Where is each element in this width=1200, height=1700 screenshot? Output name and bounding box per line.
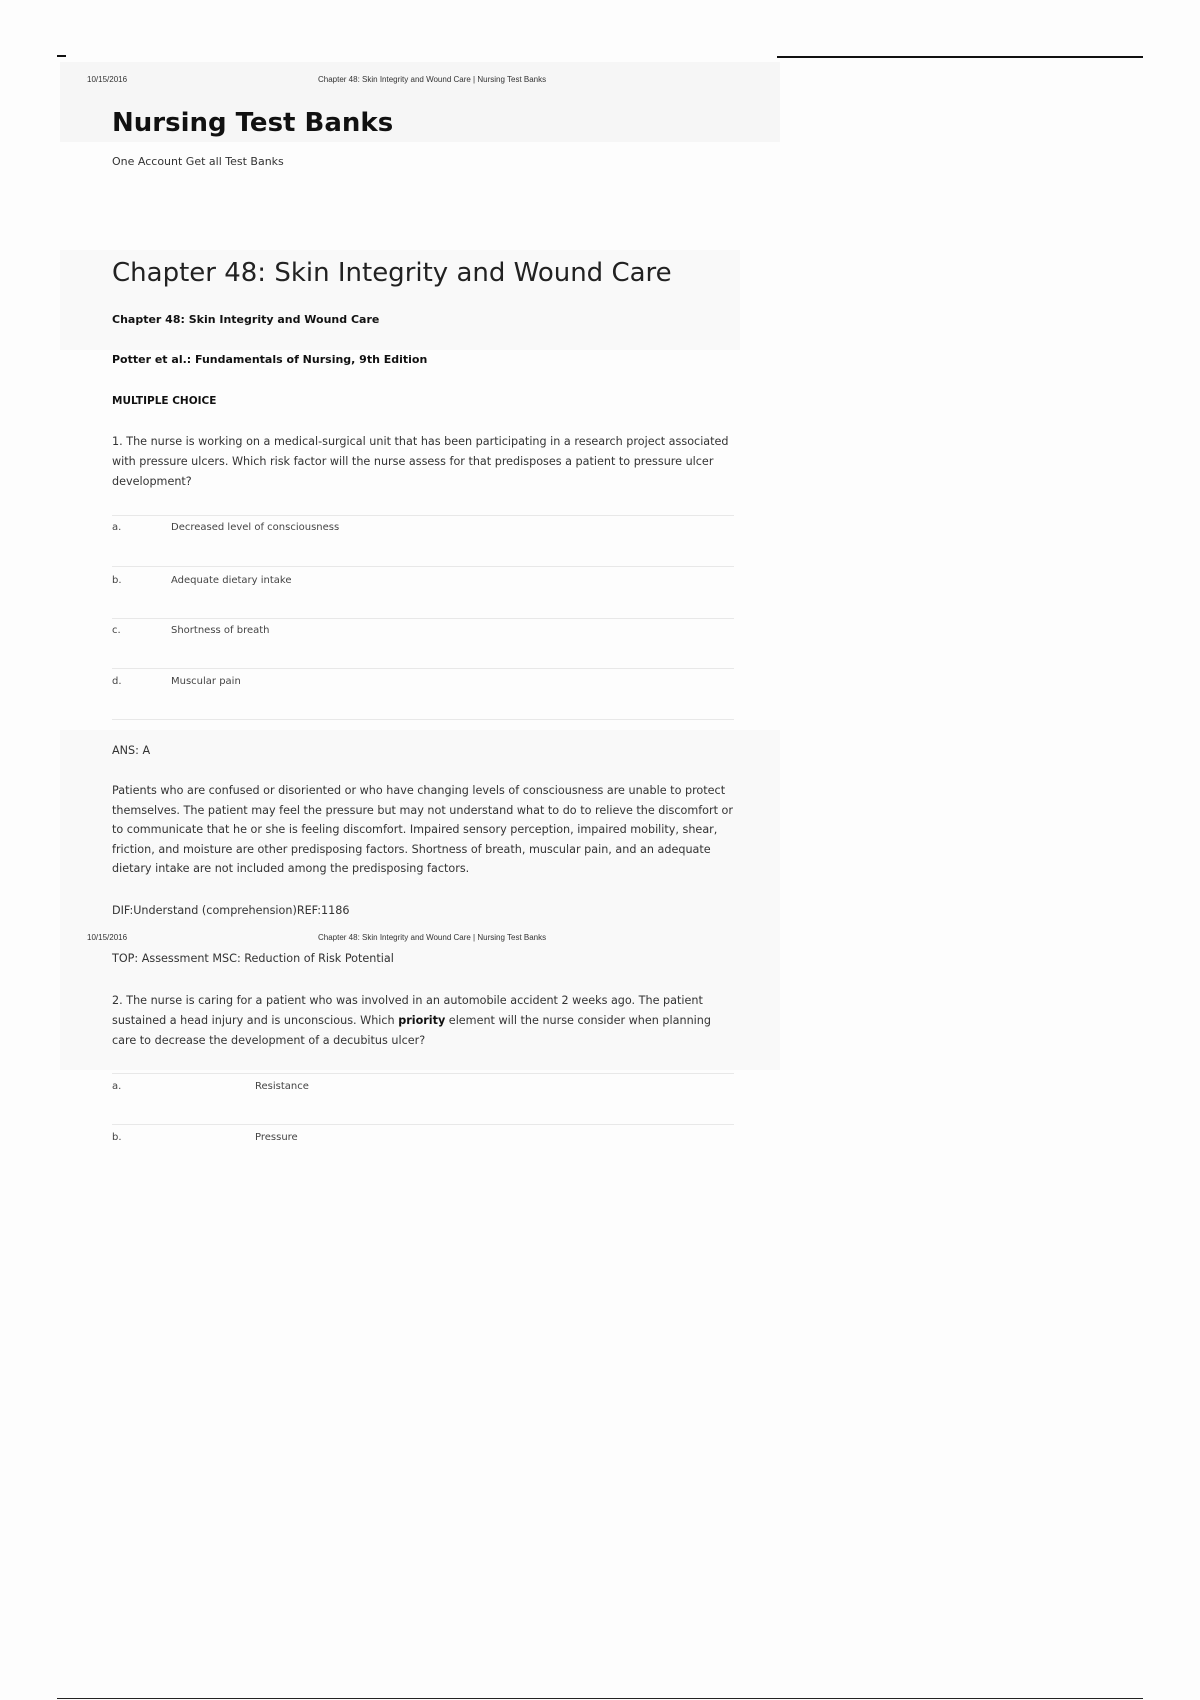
option-text: Decreased level of consciousness: [171, 522, 340, 533]
page-header-title: Chapter 48: Skin Integrity and Wound Care | Nursing Test Banks: [318, 933, 547, 942]
question-2-stem-emphasis: priority: [398, 1014, 446, 1027]
page-header-date: 10/15/2016: [87, 75, 128, 84]
top-right-rule: [777, 56, 1143, 58]
option-letter: b.: [112, 1132, 122, 1143]
option-text: Resistance: [255, 1081, 309, 1092]
option-letter: a.: [112, 1081, 122, 1092]
option-text: Adequate dietary intake: [171, 575, 292, 586]
option-divider: [112, 1124, 734, 1125]
site-title[interactable]: Nursing Test Banks: [112, 108, 394, 138]
bottom-rule: [57, 1698, 1143, 1699]
option-divider: [112, 1073, 734, 1074]
option-letter: b.: [112, 575, 122, 586]
page-header-title: Chapter 48: Skin Integrity and Wound Care | Nursing Test Banks: [318, 75, 547, 84]
site-tagline: One Account Get all Test Banks: [112, 155, 284, 168]
chapter-subheading: Chapter 48: Skin Integrity and Wound Care: [112, 313, 380, 326]
option-divider: [112, 719, 734, 720]
topic-line: TOP: Assessment MSC: Reduction of Risk Potential: [112, 952, 394, 965]
question-1-rationale: Patients who are confused or disoriented or who have changing levels of consciousness are unable to protect themselves. The patient may feel the pressure but may not understand what to do to relieve the discomfort or to communicate that he or she is feeling discomfort. Impaired sensory perception, impaired mobility, shear, friction, and moisture are other predisposing factors. Shortness of breath, muscular pain, and an adequate dietary intake are not included among the predisposing factors.: [112, 784, 734, 876]
chapter-heading: Chapter 48: Skin Integrity and Wound Care: [112, 258, 672, 288]
option-divider: [112, 566, 734, 567]
top-left-rule: [57, 55, 66, 57]
option-divider: [112, 618, 734, 619]
option-text: Pressure: [255, 1132, 298, 1143]
question-1-stem: 1. The nurse is working on a medical-surgical unit that has been participating in a research project associated with pressure ulcers. Which risk factor will the nurse assess for that predisposes a patient to pressure ulcer development?: [112, 435, 729, 488]
option-divider: [112, 515, 734, 516]
section-label: MULTIPLE CHOICE: [112, 395, 217, 407]
page-header-date: 10/15/2016: [87, 933, 128, 942]
option-letter: c.: [112, 625, 121, 636]
option-letter: d.: [112, 676, 122, 687]
question-2-stem-before: 2. The nurse is caring for a patient who was involved in an automobile accident 2 weeks ago. The patient sustained a head injury and is unconscious. Which: [112, 994, 703, 1027]
option-letter: a.: [112, 522, 122, 533]
question-2-stem-after: element will the nurse consider when planning care to decrease the development of a decubitus ulcer?: [112, 1014, 711, 1047]
option-text: Muscular pain: [171, 676, 241, 687]
question-2-stem: [112, 991, 737, 1051]
answer-line: ANS: A: [112, 744, 151, 757]
option-divider: [112, 668, 734, 669]
book-title: Potter et al.: Fundamentals of Nursing, 9th Edition: [112, 353, 428, 366]
option-text: Shortness of breath: [171, 625, 270, 636]
dif-ref-line: DIF:Understand (comprehension)REF:1186: [112, 904, 350, 917]
